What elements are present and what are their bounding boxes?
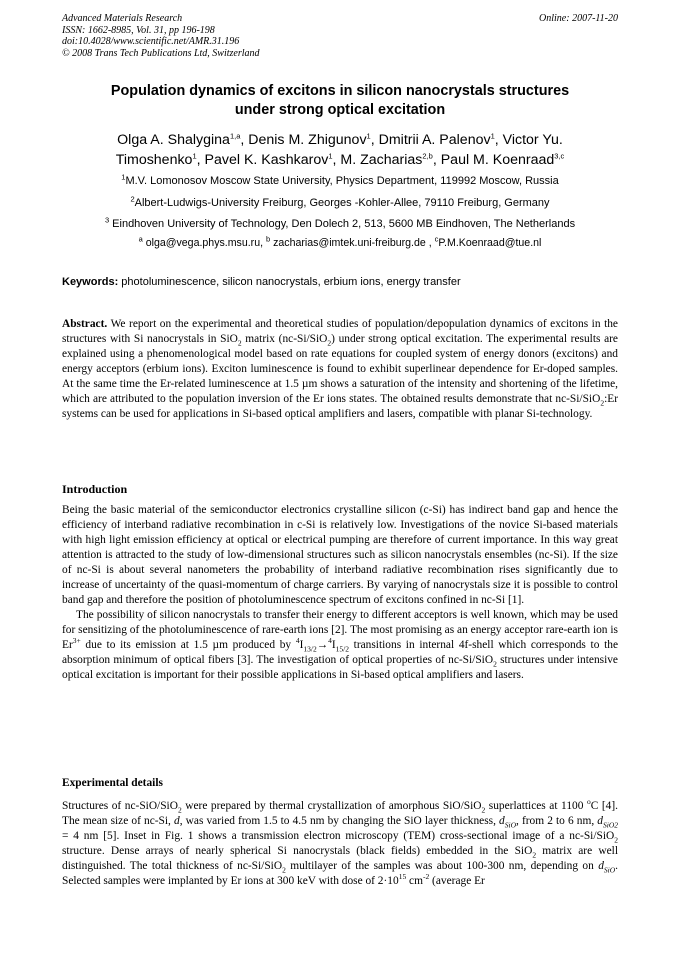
affiliation-text: Albert-Ludwigs-University Freiburg, Georges -Kohler-Allee, 79110 Freiburg, Germany [134,197,550,209]
author-affil-sup: 1 [366,131,371,141]
variable-d: d [598,860,604,872]
author-affil-sup: 2,b [422,151,433,161]
keywords [62,275,618,289]
affiliation-1 [62,174,618,188]
email-sup: b [266,234,271,244]
superscript: o [586,797,591,807]
exp-text: cm [406,875,423,887]
email-link[interactable]: P.M.Koenraad@tue.nl [438,237,542,249]
issn-line: ISSN: 1662-8985, Vol. 31, pp 196-198 [62,24,215,36]
exp-text: structure. Dense arrays of nearly spherical Si nanocrystals (black fields) embedded in the SiO [62,845,533,857]
affiliation-text: M.V. Lomonosov Moscow State University, Physics Department, 119992 Moscow, Russia [125,175,559,187]
exp-paragraph [62,799,618,889]
journal-name: Advanced Materials Research [62,13,183,24]
intro-paragraph-2 [62,608,618,683]
author-affil-sup: 1 [192,151,197,161]
author-affil-sup: 3,c [554,151,565,161]
arrow-glyph: → [316,639,329,651]
author-list [62,130,618,170]
abstract-text: ) under strong optical excitation. The experimental results are explained using a phenomenological model based on rate equations for coupled system of energy donors (excitons) and energy acceptors (erbium ions). Exciton luminescence is found to exhibit superlinear dependence for Er-doped samples. At the same time the Er-related luminescence at 1.5 µm shows a saturation of the intensity and shortening of the lifetime, which are attributed to the population inversion of the Er ions states. The obtained results demonstrate that nc-Si/SiO [62,333,618,405]
email-sup: a [138,234,143,244]
title-line-2: under strong optical excitation [234,102,446,118]
author-line-2 [62,150,618,170]
variable-d: d [597,815,603,827]
superscript: -2 [422,872,430,882]
author-name: , M. Zacharias [332,152,423,168]
keywords-text: photoluminescence, silicon nanocrystals, erbium ions, energy transfer [118,276,461,288]
variable-d: d [499,815,505,827]
exp-text: were prepared by thermal crystallization of amorphous SiO/SiO [181,800,482,812]
doi-line: doi:10.4028/www.scientific.net/AMR.31.196 [62,36,240,47]
subscript: SiO [603,865,616,875]
email-sup: c [434,234,439,244]
superscript: 4 [295,636,300,646]
intro-paragraph-1: Being the basic material of the semiconductor electronics crystalline silicon (c-Si) has indirect band gap and hence the efficiency of interband radiative recombination in c-Si is relatively low. Investigations of the novice Si-based materials with high light emission efficiency at optical or electrical pumping are therefore of current importance. In this way great attention is attracted to the study of low-dimensional structures such as silicon nanocrystals ensembles (nc-Si). If the size of nc-Si is about several nanometers the probability of interband radiative recombination rises significantly due to increase of uncertainty of the quasi-momentum of charge carriers. By varying of nanocrystals size it is possible to control band gap and therefore the position of photoluminescence spectrum of excitons confined in nc-Si [1]. [62,504,618,606]
affiliation-2 [62,196,618,210]
exp-text: multilayer of the samples was about 100-300 nm, depending on [285,860,599,872]
exp-text: C [4]. The mean size of nc-Si, [62,800,618,827]
affiliation-3 [62,217,618,231]
author-affil-sup: 1 [328,151,333,161]
author-name: , Denis M. Zhigunov [240,132,367,148]
author-name: , Paul M. Koenraad [432,152,555,168]
email-link[interactable]: olga@vega.phys.msu.ru, [142,237,266,249]
author-affil-sup: 1 [490,131,495,141]
affiliation-sup: 1 [121,172,126,182]
subscript: 2 [237,338,242,348]
exp-text: , from 2 to 6 nm, [516,815,598,827]
author-line-1 [62,130,618,150]
paper-title [62,82,618,120]
author-name: , Victor Yu. [494,132,563,148]
subscript: 2 [327,338,332,348]
exp-text: = 4 nm [5]. Inset in Fig. 1 shows a transmission electron microscopy (TEM) cross-sectional image of a nc-Si/SiO [62,830,615,842]
author-name: Timoshenko [115,152,193,168]
intro-text: due to its emission at 1.5 µm produced by [80,639,296,651]
exp-text: (average Er [429,875,485,887]
abstract [62,317,618,422]
subscript: 2 [532,850,537,860]
affiliation-sup: 2 [130,194,135,204]
intro-text: The possibility of silicon nanocrystals to transfer their energy to different acceptors is well known, which may be used for sensitizing of the photoluminescence of rare-earth ions [2]. The most promising as an energy acceptor rare-earth ion is Er [62,609,618,651]
email-link[interactable]: zacharias@imtek.uni-freiburg.de , [270,237,435,249]
exp-text: Structures of nc-SiO/SiO [62,800,178,812]
abstract-text: We report on the experimental and theoretical studies of population/depopulation dynamics of excitons in the structures with Si nanocrystals in SiO [62,318,618,345]
introduction-body [62,503,618,683]
subscript: 15/2 [335,644,349,654]
keywords-label: Keywords: [62,276,119,288]
experimental-body [62,799,618,889]
subscript: 13/2 [303,644,317,654]
subscript: 2 [493,659,497,669]
copyright-line: © 2008 Trans Tech Publications Ltd, Switzerland [62,47,260,59]
online-date: Online: 2007-11-20 [539,13,618,24]
superscript: 4 [328,636,332,646]
intro-text: structures under intensive optical excitation is important for their possible applications in Si-based optical amplifiers and lasers. [62,654,618,681]
exp-text: superlattices at 1100 [485,800,587,812]
subscript: 2 [600,398,605,408]
variable-d: d [174,815,180,827]
superscript: 3+ [72,636,81,646]
subscript: SiO [504,820,516,830]
email-line [62,236,618,250]
subscript: 2 [614,835,618,845]
intro-text: transitions in internal 4f-shell which corresponds to the absorption minimum of optical fibers [3]. The investigation of optical properties of nc-Si/SiO [62,639,619,666]
affiliation-text: Eindhoven University of Technology, Den Dolech 2, 513, 5600 MB Eindhoven, The Netherlands [109,218,576,230]
title-line-1: Population dynamics of excitons in silicon nanocrystals structures [110,83,570,99]
intro-text: I [331,639,336,651]
affiliation-sup: 3 [104,215,110,225]
subscript: 2 [177,805,182,815]
subscript: 2 [282,865,286,875]
abstract-text: matrix (nc-Si/SiO [241,333,328,345]
exp-text: , was varied from 1.5 to 4.5 nm by changing the SiO layer thickness, [179,815,500,827]
section-heading-experimental: Experimental details [62,777,163,789]
author-name: , Pavel K. Kashkarov [196,152,329,168]
author-affil-sup: 1,a [229,131,241,141]
author-name: Olga A. Shalygina [117,132,230,148]
journal-header [62,13,618,59]
subscript: 2 [481,805,486,815]
author-name: , Dmitrii A. Palenov [370,132,491,148]
exp-text: matrix are well distinguished. The total thickness of nc-Si/SiO [62,845,618,872]
subscript: SiO2 [603,820,618,830]
abstract-label: Abstract. [62,318,108,330]
section-heading-introduction: Introduction [62,482,128,496]
intro-text: I [299,639,304,651]
exp-text: . Selected samples were implanted by Er ions at 300 keV with dose of 2·10 [62,860,618,887]
abstract-text: :Er systems can be used for applications in Si-based optical amplifiers and lasers, compatible with planar Si-technology. [62,393,618,420]
superscript: 15 [398,872,407,882]
